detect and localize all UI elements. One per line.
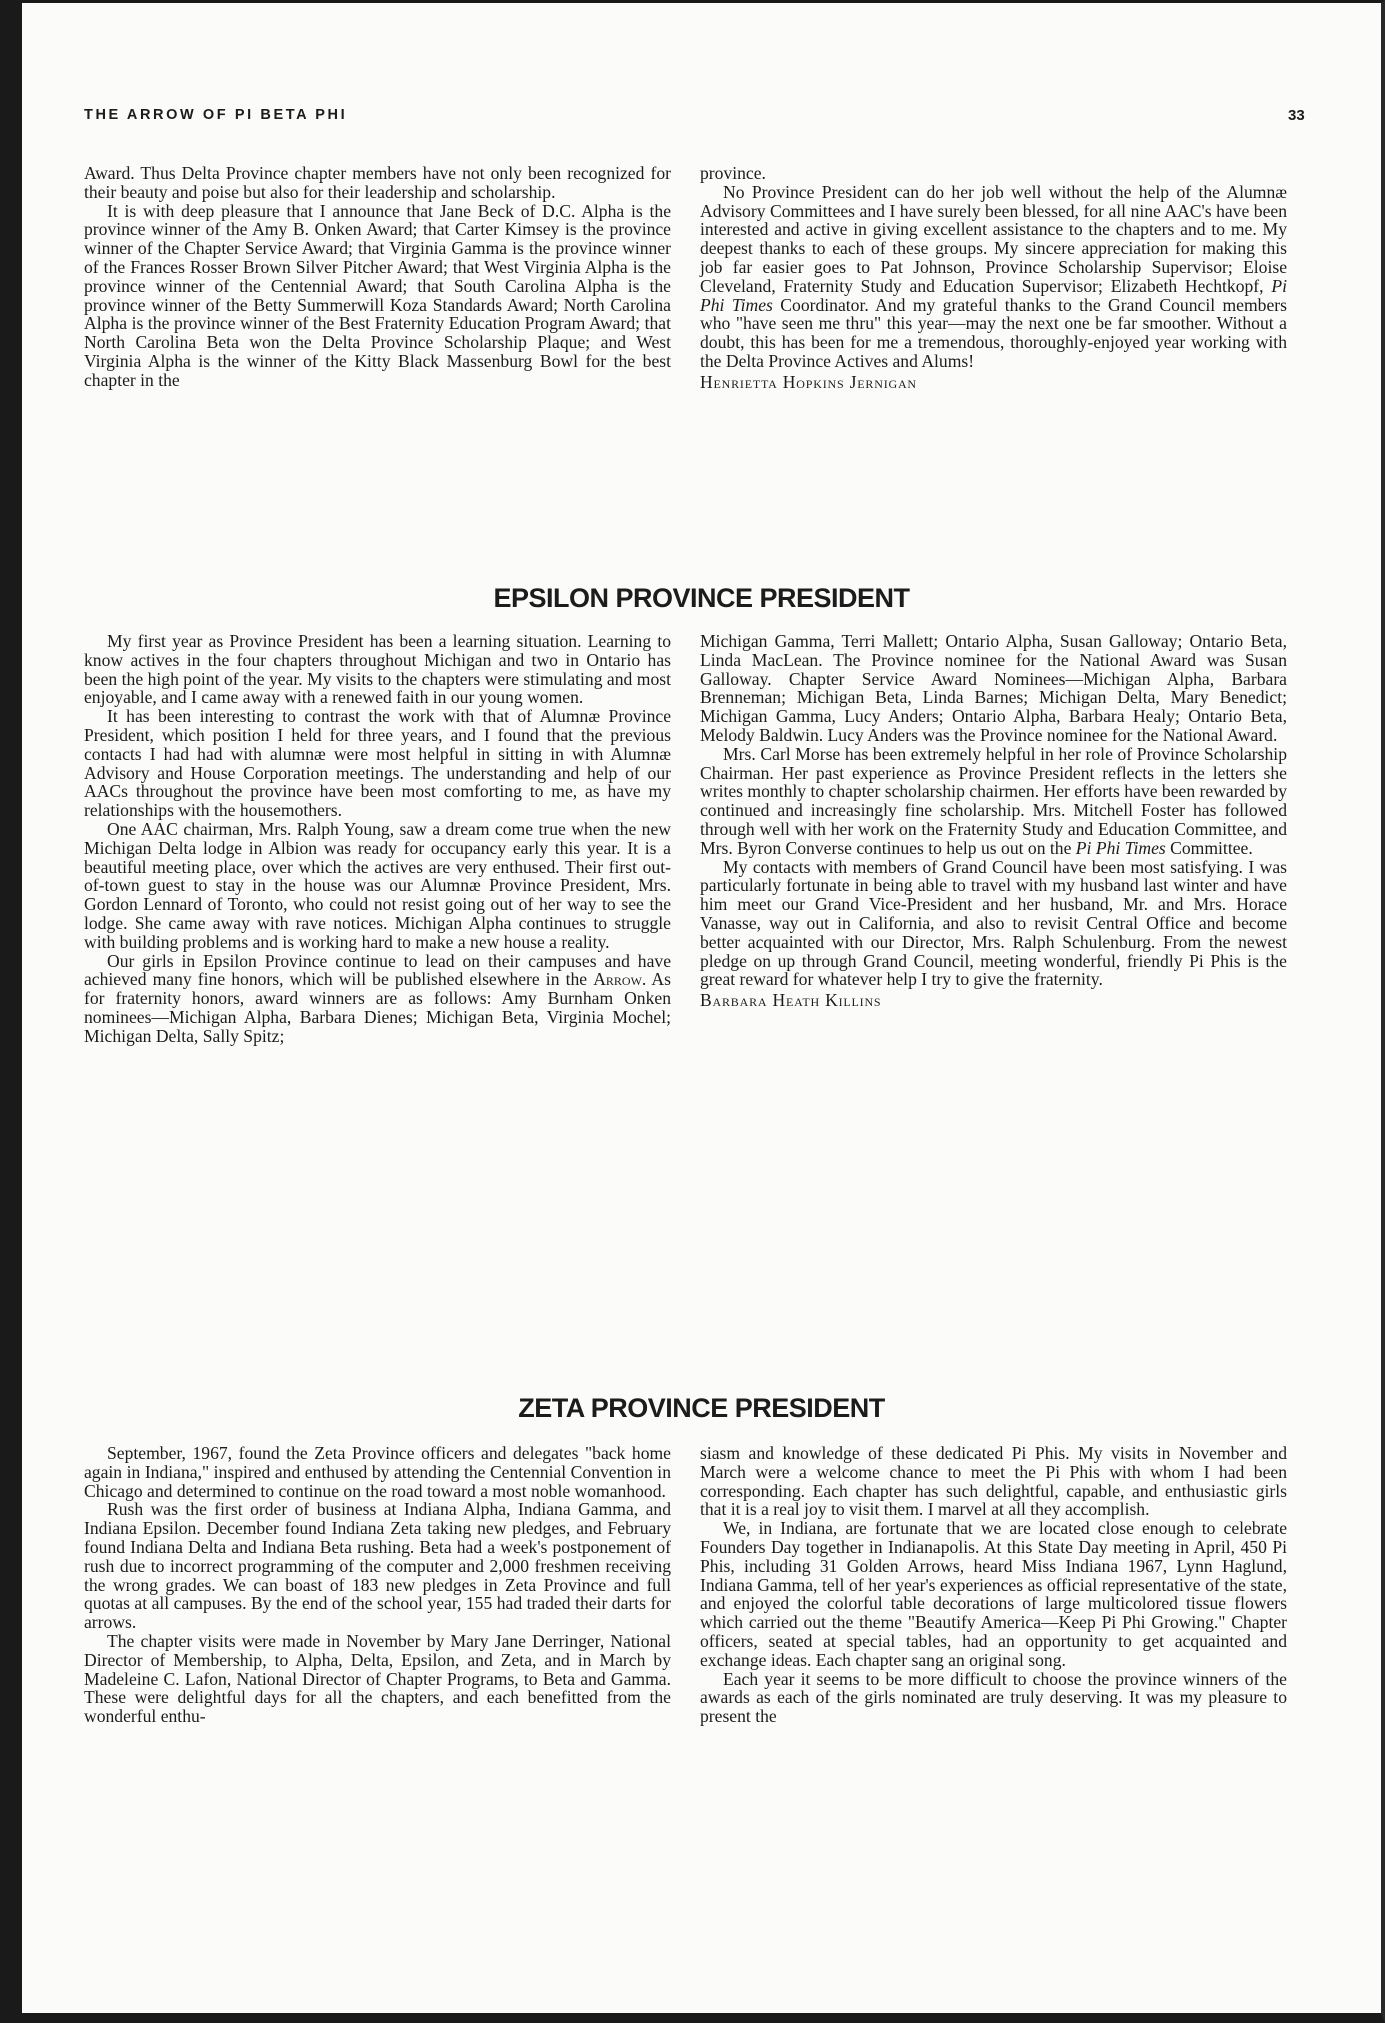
- paragraph: province.: [700, 163, 766, 183]
- paragraph: Award. Thus Delta Province chapter members have not only been recognized for their beauty and poise but also for their leadership and scholarship.: [84, 163, 671, 202]
- text-run: No Province President can do her job well without the help of the Alumnæ Advisory Committees and I have surely been blessed, for all nine AAC's have been interested and active in giving excellent assistance to the chapters and to me. My deepest thanks to each of these groups. My sincere appreciation for making this job far easier goes to Pat Johnson, Province Scholarship Supervisor; Eloise Cleveland, Fraternity Study and Education Supervisor; Elizabeth Hechtkopf,: [700, 181, 1287, 296]
- paragraph: The chapter visits were made in November by Mary Jane Derringer, National Director of Membership, to Alpha, Delta, Epsilon, and Zeta, and in March by Madeleine C. Lafon, National Director of Chapter Programs, to Beta and Gamma. These were delightful days for all the chapters, and each benefitted from the wonderful enthu-: [84, 1630, 671, 1727]
- epsilon-left-column: [84, 632, 671, 1046]
- paragraph: We, in Indiana, are fortunate that we are located close enough to celebrate Founders Day together in Indianapolis. At this State Day meeting in April, 450 Pi Phis, including 31 Golden Arrows, heard Miss Indiana 1967, Lynn Haglund, Indiana Gamma, tell of her year's experiences as official representative of the state, and enjoyed the colorful table decorations of large multicolored tissue flowers which carried out the theme "Beautify America—Keep Pi Phi Growing." Chapter officers, seated at special tables, had an opportunity to get acquainted and exchange ideas. Each chapter sang an original song.: [700, 1518, 1287, 1670]
- text-run: Coordinator. And my grateful thanks to the Grand Council members who "have seen me thru" this year—may the next one be far smoother. Without a doubt, this has been for me a tremendous, thoroughly-enjoyed year working with the Delta Province Actives and Alums!: [700, 294, 1287, 371]
- zeta-left-column: [84, 1444, 671, 1726]
- zeta-right-column: [700, 1444, 1287, 1726]
- signature: Henrietta Hopkins Jernigan: [700, 371, 917, 392]
- paragraph: September, 1967, found the Zeta Province officers and delegates "back home again in Indiana," inspired and enthused by attending the Centennial Convention in Chicago and determined to continue on the road toward a most noble womanhood.: [84, 1443, 671, 1501]
- paragraph: [700, 183, 1287, 371]
- paragraph: Each year it seems to be more difficult to choose the province winners of the awards as each of the girls nominated are truly deserving. It was my pleasure to present the: [700, 1668, 1287, 1727]
- paragraph: It has been interesting to contrast the work with that of Alumnæ Province President, which position I held for three years, and I found that the previous contacts I had had with alumnæ were most helpful in sitting in with Alumnæ Advisory and House Corporation meetings. The understanding and help of our AACs throughout the province have been most comforting to me, as have my relationships with the housemothers.: [84, 706, 671, 821]
- paragraph: One AAC chairman, Mrs. Ralph Young, saw a dream come true when the new Michigan Delta lodge in Albion was ready for occupancy early this year. It is a beautiful meeting place, over which the actives are very enthused. Their first out-of-town guest to stay in the house was our Alumnæ Province President, Mrs. Gordon Lennard of Toronto, who could not resist going out of her way to see the lodge. She came away with rave notices. Michigan Alpha continues to struggle with building problems and is working hard to make a new house a reality.: [84, 818, 671, 952]
- publication-title: Pi Phi Times: [1075, 837, 1166, 858]
- text-run: Mrs. Carl Morse has been extremely helpful in her role of Province Scholarship Chairman. Her past experience as Province President reflects in the letters she writes monthly to chapter scholarship chairmen. Her efforts have been rewarded by continued and increasingly fine scholarship. Mrs. Mitchell Foster has followed through well with her work on the Fraternity Study and Education Committee, and Mrs. Byron Converse continues to help us out on the: [700, 743, 1287, 858]
- epsilon-right-column: [700, 632, 1287, 1010]
- paragraph: My contacts with members of Grand Council have been most satisfying. I was particularly fortunate in being able to travel with my husband last winter and have him meet our Grand Vice-President and her husband, Mr. and Mrs. Horace Vanasse, way out in California, and also to revisit Central Office and become better acquainted with our Director, Mrs. Ralph Schulenburg. From the newest pledge on up through Grand Council, meeting wonderful, friendly Pi Phis is the great reward for whatever help I try to give the fraternity.: [700, 856, 1287, 990]
- publication-title: Arrow: [593, 969, 642, 990]
- section-title: ZETA PROVINCE PRESIDENT: [518, 1393, 885, 1423]
- paragraph: Michigan Gamma, Terri Mallett; Ontario Alpha, Susan Galloway; Ontario Beta, Linda MacLean. The Province nominee for the National Award was Susan Galloway. Chapter Service Award Nominees—Michigan Alpha, Barbara Brenneman; Michigan Beta, Linda Barnes; Michigan Delta, Mary Benedict; Michigan Gamma, Lucy Anders; Ontario Alpha, Barbara Healy; Ontario Beta, Melody Baldwin. Lucy Anders was the Province nominee for the National Award.: [700, 631, 1287, 745]
- paragraph: It is with deep pleasure that I announce that Jane Beck of D.C. Alpha is the province winner of the Amy B. Onken Award; that Carter Kimsey is the province winner of the Chapter Service Award; that Virginia Gamma is the province winner of the Frances Rosser Brown Silver Pitcher Award; that West Virginia Alpha is the province winner of the Centennial Award; that South Carolina Alpha is the province winner of the Betty Summerwill Koza Standards Award; North Carolina Alpha is the province winner of the Best Fraternity Education Program Award; that North Carolina Beta won the Delta Province Scholarship Plaque; and West Virginia Alpha is the winner of the Kitty Black Massenburg Bowl for the best chapter in the: [84, 200, 671, 390]
- delta-left-column: [84, 164, 671, 390]
- paragraph: [700, 745, 1287, 858]
- section-title: EPSILON PROVINCE PRESIDENT: [493, 583, 910, 613]
- text-run: Our girls in Epsilon Province continue to lead on their campuses and have achieved many fine honors, which will be published elsewhere in the: [84, 950, 671, 990]
- text-run: . As for fraternity honors, award winners are as follows: Amy Burnham Onken nominees—Michigan Alpha, Barbara Dienes; Michigan Beta, Virginia Mochel; Michigan Delta, Sally Spitz;: [84, 969, 671, 1046]
- signature: Barbara Heath Killins: [700, 990, 882, 1011]
- paragraph: Rush was the first order of business at Indiana Alpha, Indiana Gamma, and Indiana Epsilon. December found Indiana Zeta taking new pledges, and February found Indiana Delta and Indiana Beta rushing. Beta had a week's postponement of rush due to incorrect programming of the computer and 2,000 freshmen receiving the wrong grades. We can boast of 183 new pledges in Zeta Province and full quotas at all campuses. By the end of the school year, 155 had traded their darts for arrows.: [84, 1499, 671, 1633]
- paragraph: My first year as Province President has been a learning situation. Learning to know actives in the four chapters throughout Michigan and two in Ontario has been the high point of the year. My visits to the chapters were stimulating and most enjoyable, and I came away with a renewed faith in our young women.: [84, 631, 671, 708]
- delta-right-column: [700, 164, 1287, 392]
- paragraph: siasm and knowledge of these dedicated Pi Phis. My visits in November and March were a welcome chance to meet the Pi Phis with whom I had been corresponding. Each chapter has such delightful, capable, and enthusiastic girls that it is a real joy to visit them. I marvel at all they accomplish.: [700, 1443, 1287, 1520]
- page-number: 33: [1288, 107, 1305, 124]
- text-run: Committee.: [1170, 837, 1253, 858]
- running-head: THE ARROW OF PI BETA PHI: [84, 107, 348, 123]
- publication-title: Pi Phi Times: [700, 275, 1287, 315]
- paragraph: [84, 952, 671, 1046]
